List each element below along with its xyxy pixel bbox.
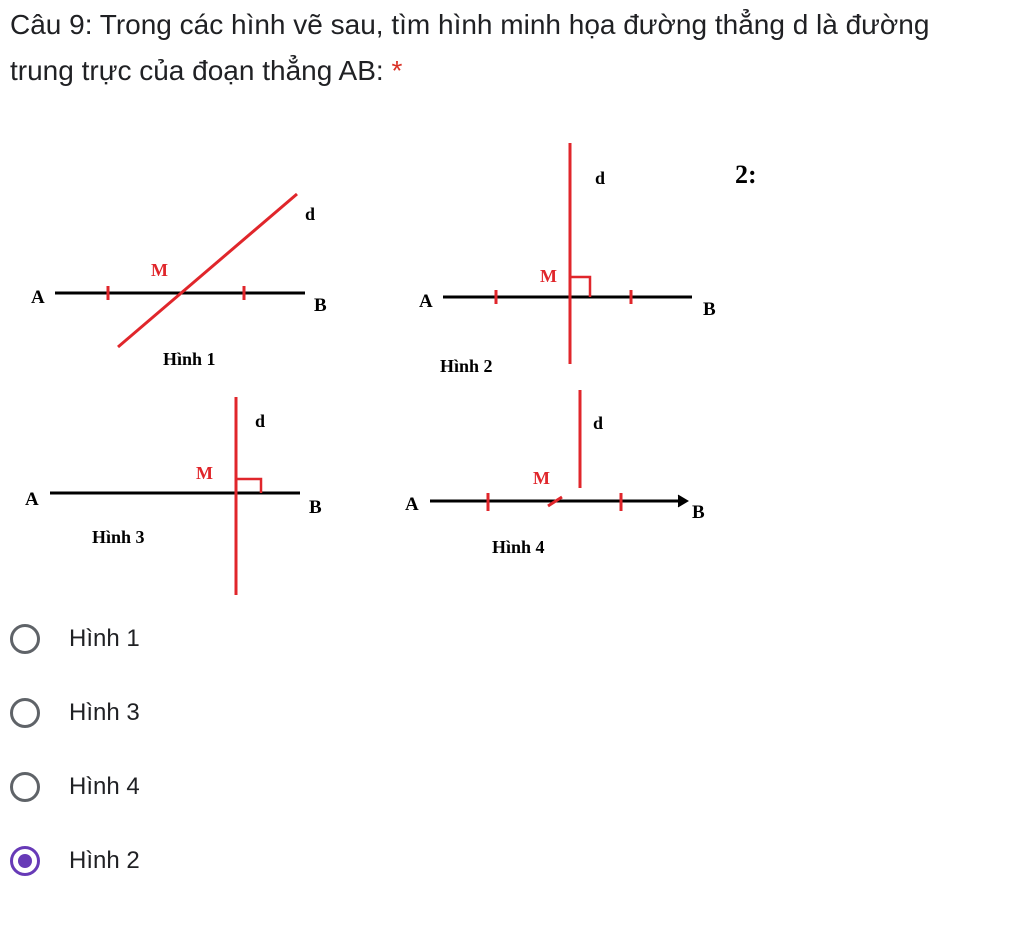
fig1-label-m: M xyxy=(151,260,168,280)
option-label: Hình 1 xyxy=(69,625,140,652)
fig3-label-a: A xyxy=(25,489,39,510)
radio-icon[interactable] xyxy=(10,772,40,802)
question-line-1: Câu 9: Trong các hình vẽ sau, tìm hình minh họa đường thẳng d là đường xyxy=(10,9,930,40)
fig3-label-d: d xyxy=(255,411,266,431)
radio-icon[interactable] xyxy=(10,624,40,654)
question-line-2-text: trung trực của đoạn thẳng AB: xyxy=(10,55,384,86)
fig4-arrow-b xyxy=(678,495,688,507)
option-label: Hình 2 xyxy=(69,847,140,874)
figure-4 xyxy=(405,390,705,557)
option-hinh-1[interactable] xyxy=(10,617,140,661)
fig2-right-angle xyxy=(570,277,590,297)
fig3-right-angle xyxy=(236,479,261,493)
option-hinh-2[interactable] xyxy=(10,839,140,883)
fig4-label-d: d xyxy=(593,413,604,433)
fig4-caption: Hình 4 xyxy=(492,537,545,557)
fig2-caption: Hình 2 xyxy=(440,356,493,376)
option-label: Hình 4 xyxy=(69,773,140,800)
question-figure xyxy=(0,130,800,600)
fig3-label-b: B xyxy=(309,497,322,518)
fig4-label-b: B xyxy=(692,502,705,523)
fig2-label-a: A xyxy=(419,291,433,312)
fig1-label-a: A xyxy=(31,287,45,308)
radio-icon[interactable] xyxy=(10,698,40,728)
fig4-label-a: A xyxy=(405,494,419,515)
option-hinh-3[interactable] xyxy=(10,691,140,735)
fig2-label-b: B xyxy=(703,299,716,320)
fig3-label-m: M xyxy=(196,463,213,483)
fig-stray-text: 2: xyxy=(735,160,757,189)
figure-2 xyxy=(419,143,757,376)
figure-1 xyxy=(31,194,327,369)
fig2-label-d: d xyxy=(595,168,606,188)
fig1-caption: Hình 1 xyxy=(163,349,216,369)
radio-checked-icon[interactable] xyxy=(10,846,40,876)
fig4-label-m: M xyxy=(533,468,550,488)
option-hinh-4[interactable] xyxy=(10,765,140,809)
option-label: Hình 3 xyxy=(69,699,140,726)
fig1-line-d xyxy=(118,194,297,347)
fig1-label-b: B xyxy=(314,295,327,316)
fig2-label-m: M xyxy=(540,266,557,286)
question-text xyxy=(10,2,1010,94)
fig1-label-d: d xyxy=(305,204,316,224)
fig3-caption: Hình 3 xyxy=(92,527,145,547)
question-line-2 xyxy=(10,48,1010,94)
required-marker: * xyxy=(391,55,403,86)
figure-3 xyxy=(25,397,322,595)
